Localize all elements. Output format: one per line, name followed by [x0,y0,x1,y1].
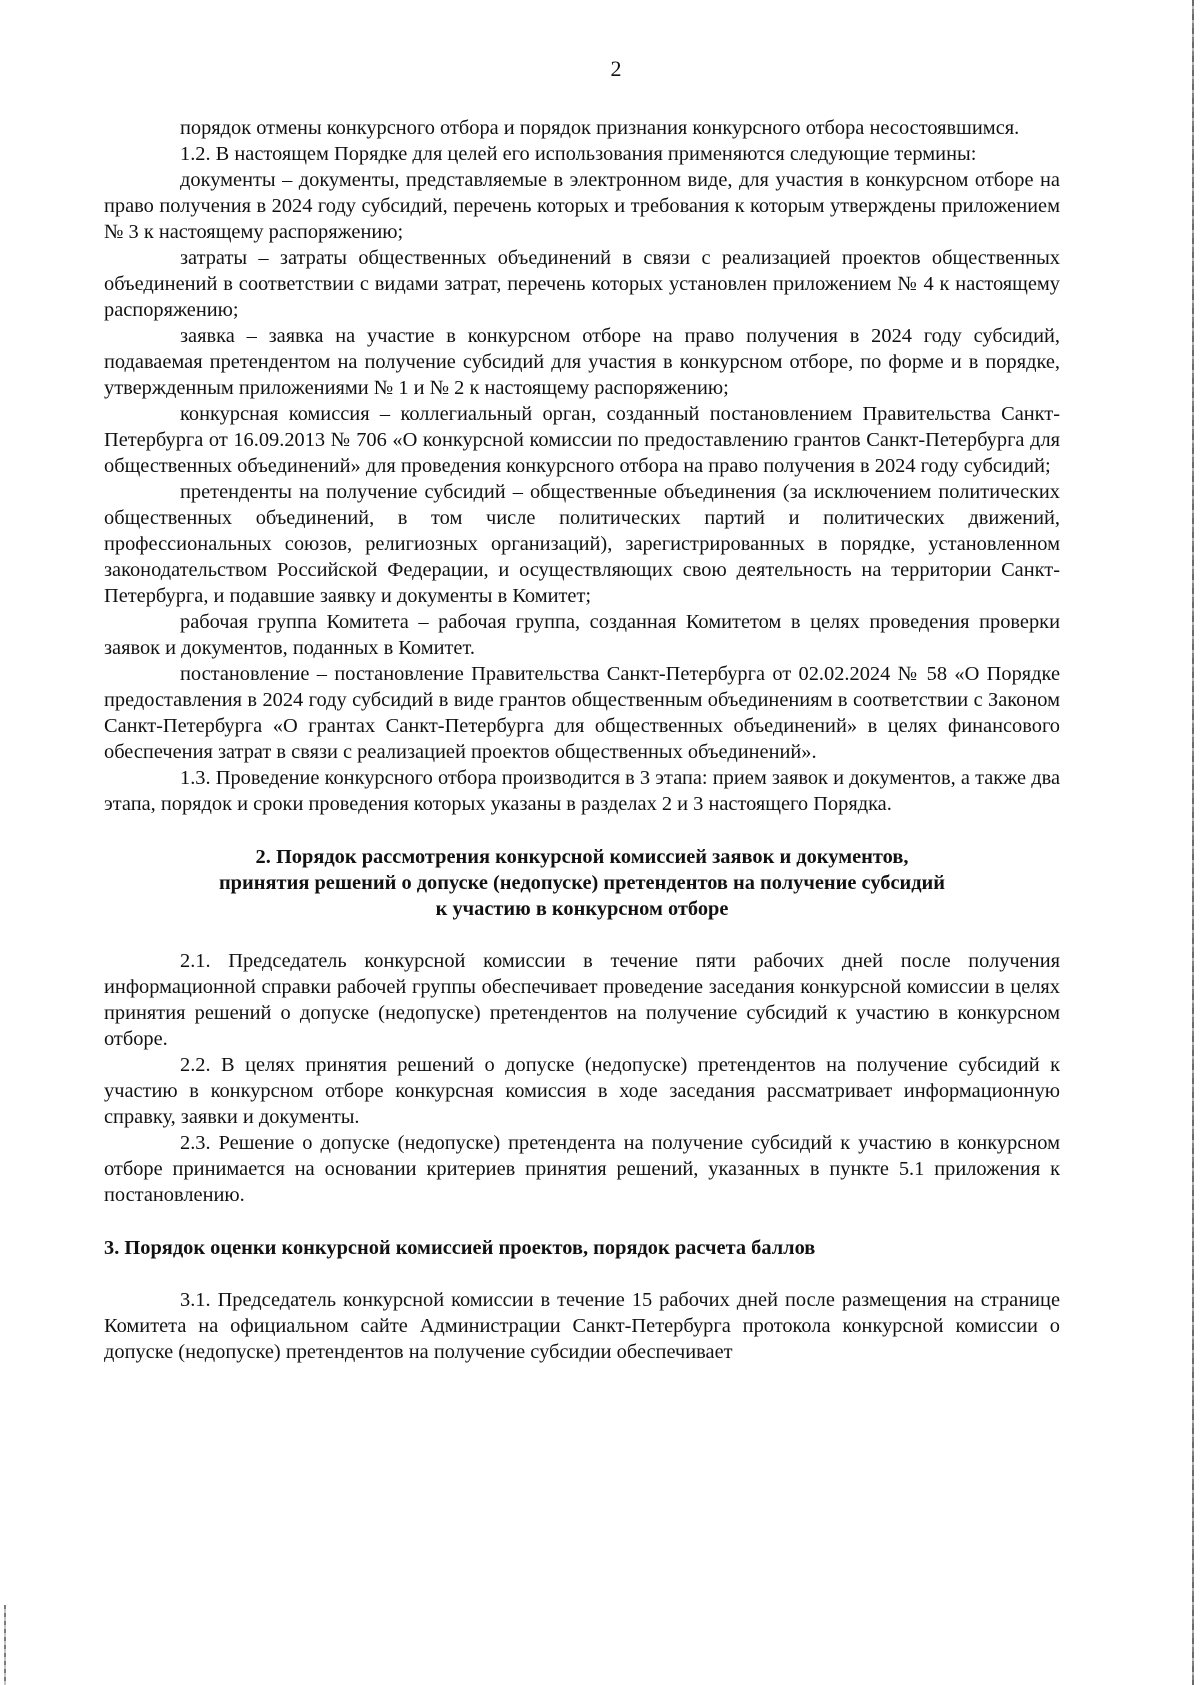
paragraph-term-resolution: постановление – постановление Правительства Санкт-Петербурга от 02.02.2024 № 58 «О Порядке предоставления в 2024 году субсидий в виде грантов общественным объединениям в соответствии с Законом Санкт-Петербурга «О грантах Санкт-Петербурга для общественных объединений» в целях финансового обеспечения затрат в связи с реализацией проектов общественных объединений». [104,663,1060,763]
paragraph-3-1: 3.1. Председатель конкурсной комиссии в течение 15 рабочих дней после размещения на странице Комитета на официальном сайте Администрации Санкт-Петербурга протокола конкурсной комиссии о допуске (недопуске) претендентов на получение субсидии обеспечивает [104,1289,1060,1363]
document-body [104,115,1060,1365]
section-2-heading-line: 2. Порядок рассмотрения конкурсной комиссией заявок и документов, [255,846,909,868]
paragraph-term-documents: документы – документы, представляемые в электронном виде, для участия в конкурсном отборе на право получения в 2024 году субсидий, перечень которых и требования к которым утверждены приложением № 3 к настоящему распоряжению; [104,169,1060,243]
paragraph-term-application: заявка – заявка на участие в конкурсном отборе на право получения в 2024 году субсидий, подаваемая претендентом на получение субсидий для участия в конкурсном отборе, по форме и в порядке, утвержденным приложениями № 1 и № 2 к настоящему распоряжению; [104,325,1060,399]
paragraph-2-3: 2.3. Решение о допуске (недопуске) претендента на получение субсидий к участию в конкурсном отборе принимается на основании критериев принятия решений, указанных в пункте 5.1 приложения к постановлению. [104,1132,1060,1206]
paragraph-1-3: 1.3. Проведение конкурсного отбора производится в 3 этапа: прием заявок и документов, а также два этапа, порядок и сроки проведения которых указаны в разделах 2 и 3 настоящего Порядка. [104,767,1060,815]
section-2-heading [104,844,1060,922]
scan-edge-artifact [4,1605,6,1685]
paragraph-term-costs: затраты – затраты общественных объединений в связи с реализацией проектов общественных объединений в соответствии с видами затрат, перечень которых установлен приложением № 4 к настоящему распоряжению; [104,247,1060,321]
scan-edge-artifact [1192,0,1194,1685]
paragraph-1-2: 1.2. В настоящем Порядке для целей его использования применяются следующие термины: [180,143,977,165]
paragraph-term-commission: конкурсная комиссия – коллегиальный орган, созданный постановлением Правительства Санкт-Петербурга от 16.09.2013 № 706 «О конкурсной комиссии по предоставлению грантов Санкт-Петербурга для общественных объединений» для проведения конкурсного отбора на право получения в 2024 году субсидий; [104,403,1060,477]
section-3-heading: 3. Порядок оценки конкурсной комиссией проектов, порядок расчета баллов [104,1237,816,1259]
section-2-heading-line: к участию в конкурсном отборе [435,898,729,920]
paragraph-2-2: 2.2. В целях принятия решений о допуске (недопуске) претендентов на получение субсидий к участию в конкурсном отборе конкурсная комиссия в ходе заседания рассматривает информационную справку, заявки и документы. [104,1054,1060,1128]
paragraph-term-applicants: претенденты на получение субсидий – общественные объединения (за исключением политических общественных объединений, в том числе политических партий и политических движений, профессиональных союзов, религиозных организаций), зарегистрированных в порядке, установленном законодательством Российской Федерации, и осуществляющих свою деятельность на территории Санкт-Петербурга, и подавшие заявку и документы в Комитет; [104,481,1060,607]
page-number: 2 [610,56,622,81]
paragraph-term-working-group: рабочая группа Комитета – рабочая группа, созданная Комитетом в целях проведения проверки заявок и документов, поданных в Комитет. [104,611,1060,659]
paragraph-2-1: 2.1. Председатель конкурсной комиссии в течение пяти рабочих дней после получения информационной справки рабочей группы обеспечивает проведение заседания конкурсной комиссии в целях принятия решений о допуске (недопуске) претендентов на получение субсидий к участию в конкурсном отборе. [104,950,1060,1050]
paragraph-continuation: порядок отмены конкурсного отбора и порядок признания конкурсного отбора несостоявшимся. [180,117,1020,139]
section-2-heading-line: принятия решений о допуске (недопуске) претендентов на получение субсидий [218,872,946,894]
